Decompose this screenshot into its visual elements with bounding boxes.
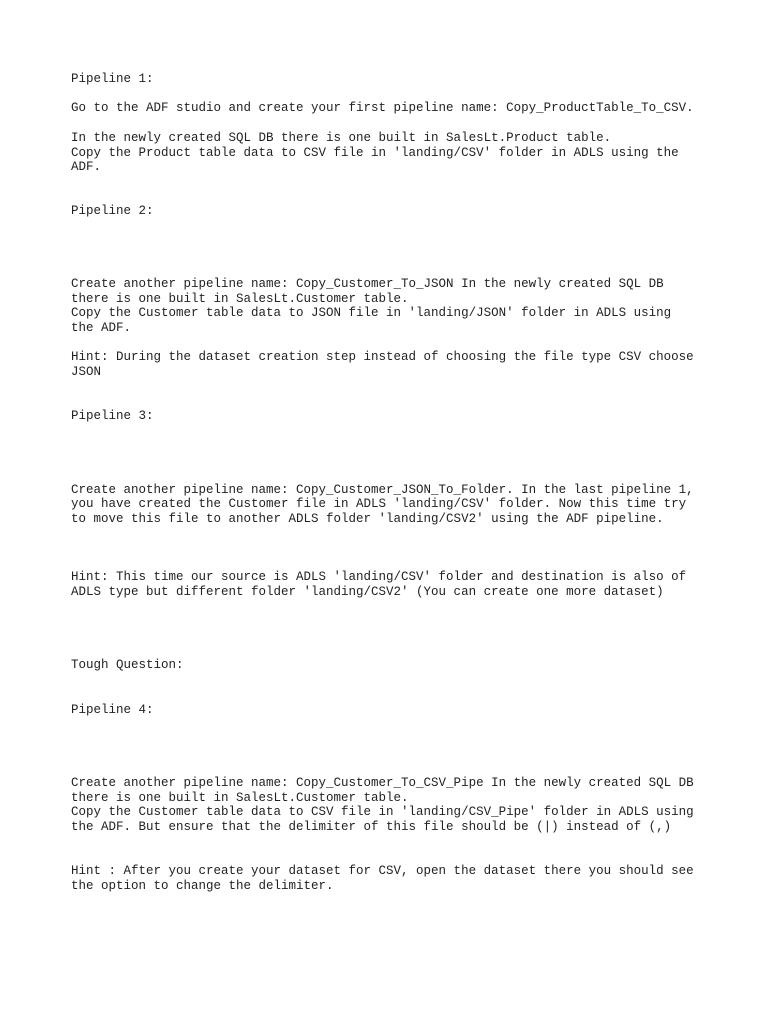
pipeline-1-text-line: Copy the Product table data to CSV file in 'landing/CSV' folder in ADLS using the xyxy=(71,146,679,160)
pipeline-2-text-line: there is one built in SalesLt.Customer table. xyxy=(71,292,409,306)
pipeline-3-text-line: to move this file to another ADLS folder 'landing/CSV2' using the ADF pipeline. xyxy=(71,512,664,526)
pipeline-3-hint-line: ADLS type but different folder 'landing/CSV2' (You can create one more dataset) xyxy=(71,585,664,599)
pipeline-3-heading: Pipeline 3: xyxy=(71,409,154,423)
pipeline-1-heading: Pipeline 1: xyxy=(71,72,154,86)
pipeline-1-text-line: ADF. xyxy=(71,160,102,174)
pipeline-2-text-line: Create another pipeline name: Copy_Customer_To_JSON In the newly created SQL DB xyxy=(71,277,664,291)
pipeline-3-text-line: you have created the Customer file in ADLS 'landing/CSV' folder. Now this time try xyxy=(71,497,687,511)
pipeline-4-text-line: Copy the Customer table data to CSV file in 'landing/CSV_Pipe' folder in ADLS using xyxy=(71,805,694,819)
pipeline-1-text-line: In the newly created SQL DB there is one built in SalesLt.Product table. xyxy=(71,131,612,145)
pipeline-4-text-line: the ADF. But ensure that the delimiter of this file should be (|) instead of (,) xyxy=(71,820,672,834)
pipeline-4-hint-line: the option to change the delimiter. xyxy=(71,879,334,893)
pipeline-3-text-line: Create another pipeline name: Copy_Customer_JSON_To_Folder. In the last pipeline 1, xyxy=(71,483,694,497)
pipeline-4-hint-line: Hint : After you create your dataset for CSV, open the dataset there you should see xyxy=(71,864,694,878)
pipeline-2-text-line: Copy the Customer table data to JSON file in 'landing/JSON' folder in ADLS using xyxy=(71,306,672,320)
pipeline-4-heading: Pipeline 4: xyxy=(71,703,154,717)
pipeline-2-hint-line: JSON xyxy=(71,365,102,379)
pipeline-3-hint-line: Hint: This time our source is ADLS 'landing/CSV' folder and destination is also of xyxy=(71,570,687,584)
pipeline-2-text-line: the ADF. xyxy=(71,321,132,335)
pipeline-2-heading: Pipeline 2: xyxy=(71,204,154,218)
pipeline-4-text-line: Create another pipeline name: Copy_Customer_To_CSV_Pipe In the newly created SQL DB xyxy=(71,776,694,790)
pipeline-1-intro: Go to the ADF studio and create your first pipeline name: Copy_ProductTable_To_CSV. xyxy=(71,101,694,115)
pipeline-4-text-line: there is one built in SalesLt.Customer table. xyxy=(71,791,409,805)
pipeline-2-hint-line: Hint: During the dataset creation step instead of choosing the file type CSV choose xyxy=(71,350,694,364)
tough-question-heading: Tough Question: xyxy=(71,658,184,672)
